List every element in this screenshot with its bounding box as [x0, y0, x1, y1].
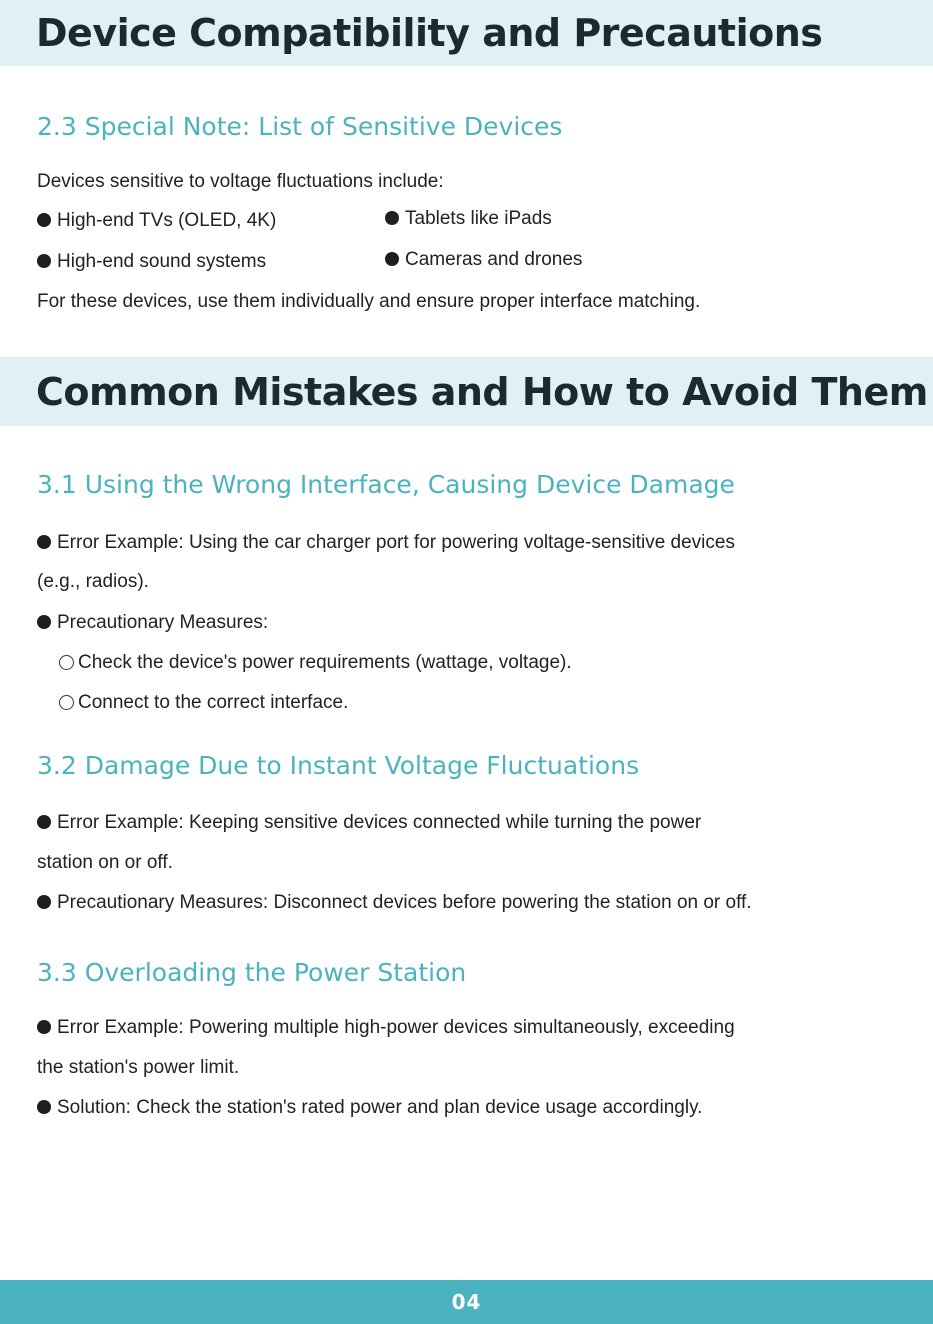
error-example: Error Example: Powering multiple high-power devices simultaneously, exceeding: [37, 1016, 735, 1040]
section-title: Common Mistakes and How to Avoid Them: [36, 369, 928, 414]
measure-item: Connect to the correct interface.: [59, 691, 348, 715]
section-banner-common-mistakes: [0, 357, 933, 426]
page-footer: [0, 1280, 933, 1324]
subsection-heading-3-3: 3.3 Overloading the Power Station: [37, 958, 467, 987]
bullet-icon: [37, 535, 51, 549]
error-example-continued: the station's power limit.: [37, 1057, 240, 1078]
bullet-icon: [385, 211, 399, 225]
bullet-icon: [37, 1100, 51, 1114]
bullet-icon: [37, 815, 51, 829]
subsection-heading-3-1: 3.1 Using the Wrong Interface, Causing Device Damage: [37, 470, 735, 499]
section-banner-device-compatibility: [0, 0, 933, 66]
bullet-icon: [37, 1020, 51, 1034]
bullet-icon: [37, 254, 51, 268]
error-example: Error Example: Using the car charger port for powering voltage-sensitive devices: [37, 531, 735, 555]
circle-bullet-icon: [59, 655, 74, 670]
circle-bullet-icon: [59, 695, 74, 710]
list-item: High-end TVs (OLED, 4K): [37, 209, 276, 233]
solution-text: Solution: Check the station's rated power and plan device usage accordingly.: [37, 1096, 702, 1120]
subsection-heading-2-3: 2.3 Special Note: List of Sensitive Devices: [37, 112, 563, 141]
measures-text: Precautionary Measures: Disconnect devices before powering the station on or off.: [37, 891, 752, 915]
bullet-icon: [385, 252, 399, 266]
error-example-continued: station on or off.: [37, 852, 173, 873]
error-example: Error Example: Keeping sensitive devices connected while turning the power: [37, 811, 701, 835]
error-example-continued: (e.g., radios).: [37, 571, 149, 592]
list-item: Tablets like iPads: [385, 207, 552, 231]
subsection-heading-3-2: 3.2 Damage Due to Instant Voltage Fluctuations: [37, 751, 640, 780]
measures-label: Precautionary Measures:: [37, 611, 268, 635]
measure-item: Check the device's power requirements (wattage, voltage).: [59, 651, 572, 675]
list-item: High-end sound systems: [37, 250, 266, 274]
list-item: Cameras and drones: [385, 248, 582, 272]
section-title: Device Compatibility and Precautions: [36, 11, 823, 55]
bullet-icon: [37, 615, 51, 629]
page-number: 04: [451, 1290, 482, 1314]
intro-text: Devices sensitive to voltage fluctuations include:: [37, 171, 444, 192]
bullet-icon: [37, 895, 51, 909]
outro-text: For these devices, use them individually and ensure proper interface matching.: [37, 291, 701, 312]
bullet-icon: [37, 213, 51, 227]
